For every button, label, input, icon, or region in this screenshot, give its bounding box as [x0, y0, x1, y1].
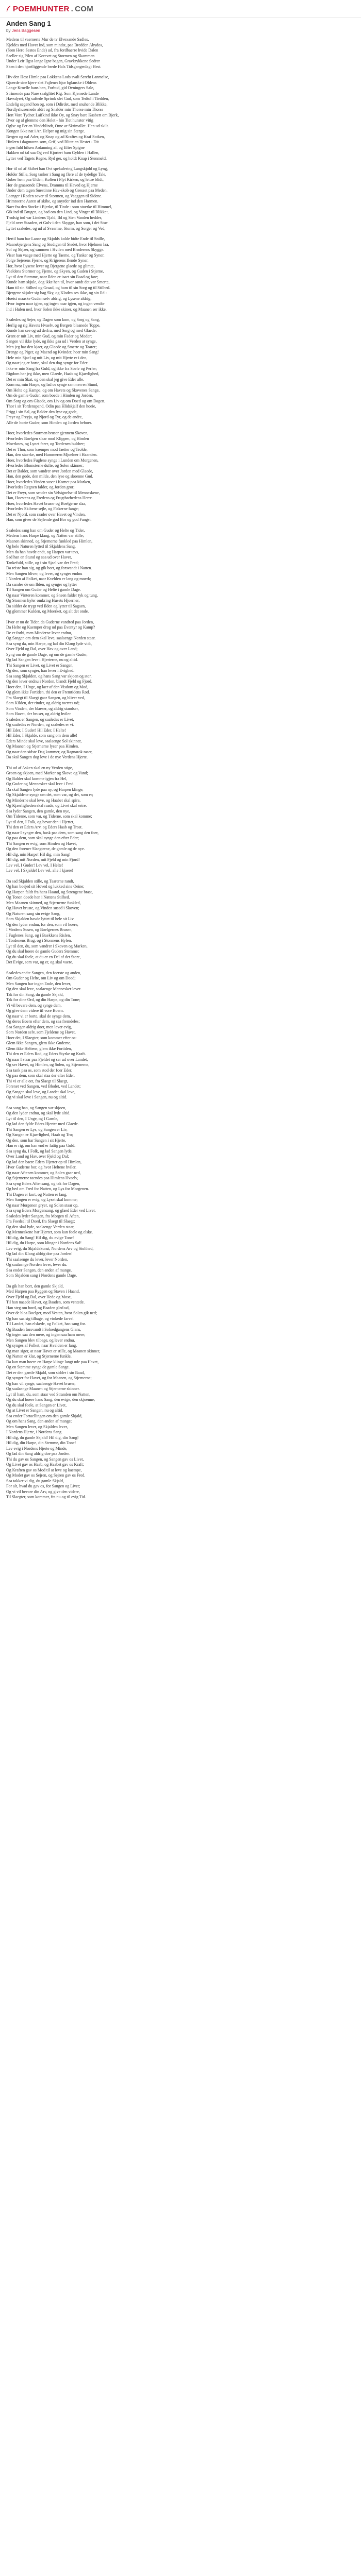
poem-line: Og glem ikke Fortiden, thi den er Fremtidens Rod. [6, 690, 90, 694]
poem-line: Over Fjeld og Dal, over Hede og Mose, [6, 1294, 72, 1299]
poem-line: Drenge og Piger, og Maend og Kvinder, hoer min Sang! [6, 350, 99, 354]
poem-line: Groen og skjoen, med Marker og Skove og Vand; [6, 771, 88, 775]
poem-line: I Fuglenes Sang, og i Baekkens Rislen, [6, 933, 71, 938]
poem-line: Hil dig, du Sang! Hil dig, du evige Tone! [6, 1235, 74, 1240]
poem-line: Saa ender Sangen, den anden af mange, [6, 1267, 72, 1273]
poem-line: Til Slaegter, som kommer, fra nu og til evig Tid. [6, 1495, 86, 1499]
poem-line: Saa ender Fortaellingen om den gamle Skjald, [6, 1413, 83, 1418]
poem-line: Hor de graasonde Elvens, Dramma til Haved og Hjerne [6, 182, 98, 188]
poem-line: (Som Hero Sestos Ende) ud, fra Jordbaerre hvide Dalen [6, 48, 99, 53]
poem-line: Hor til ud af Skibet han Ovt spekulering Langskjold og Lyng, [6, 166, 108, 171]
poem-line: Hvorledes Regnen falder, og Jorden gror; [6, 485, 75, 489]
poem-line: Hoer, hvorledes Havet bruser og Boelgerne slaa, [6, 501, 87, 506]
poem-line: For alt, hvad du gav os, for Sangen og Livet; [6, 1484, 80, 1488]
poem-line: Saa syng Eders Aftensang, og tak for Dagen, [6, 1181, 80, 1186]
poem-line: Strimende paa Nare saalglitet Rig. Som Kjemede Lande [6, 91, 99, 96]
poem-line: Som Norden selv, som Fjeldene og Havet. [6, 1030, 76, 1035]
poem-line: Saaledes er Sangen, og saaledes er Livet, [6, 717, 74, 722]
poem-line: Gjoerde sine kjerv slet Fajlenes hjor bglanske i Oldens [6, 80, 97, 85]
poem-line: Det er Freyr, som sender sin Velsignelse til Menneskene, [6, 490, 100, 495]
poem-line: Og Maanen og Stjernerne lyser paa Himlen. [6, 744, 79, 749]
poem-line: Og ingen saa den mere, og ingen saa ham mere; [6, 1332, 86, 1337]
poem-line: Og den skal lyde, saalaenge Verden staar, [6, 1224, 75, 1229]
poem-line: Saa sang Skjalden, og hans Sang var skjoen og stor, [6, 673, 92, 679]
poem-line: Og Sangen skal leve, og Landet skal leve, [6, 1089, 75, 1094]
poem-line: Syng om de gamle Dage, og om de gamle Guder, [6, 652, 88, 657]
poem-line: Bergen og nal Ader, og Knap og ad Kraftes og Kraf Sotken, [6, 134, 105, 139]
poem-line: Og at Livet er Sangen, nu og altid. [6, 1408, 63, 1413]
stanza [6, 879, 355, 965]
poem-line: Saa tank paa os, som stod der foer Eder, [6, 1067, 73, 1073]
poem-line: I Norden af Folket, naar Kvelden er lang og moerk; [6, 577, 91, 581]
poem-line: Men Sangen lever, og Skjalden lever, [6, 1424, 68, 1429]
poem-line: Men Sangen har ingen Ende, den lever, [6, 981, 71, 986]
quill-icon [6, 6, 11, 12]
poem-line: Lev vel, I Guder! Lev vel, I Helte! [6, 862, 63, 868]
poem-line: Og en Stemme synge de gamle Sange. [6, 1365, 70, 1369]
poem-line: Han er rig, om han end er fattig paa Guld. [6, 1143, 75, 1148]
poem-line: Sangen vil ikke lyde, og ikke gaa ud i Verden at synge, [6, 339, 97, 344]
poem-line: Om Sorg og om Glaede, om Liv og om Doed og om Dagen. [6, 398, 105, 403]
poem-line: Og Livet gav os Haab, og Haabet gav os Kraft; [6, 1462, 84, 1467]
poem-line: Saeller sig Pilen af Korevet og Stormen og Skammen [6, 53, 95, 58]
poem-line: Thi den er Eders Rod, og Eders Styrke og Kraft. [6, 1052, 86, 1056]
poem-line: Eders Minde skal leve, saalaenge Sol skinner, [6, 738, 82, 743]
poem-line: De er forbi, men Minderne lever endnu, [6, 630, 72, 635]
poem-line: Og synges af Folket, naar Kvelden er lang. [6, 1343, 77, 1348]
logo-name: POEMHUNTER [13, 4, 70, 13]
poem-line: Og han boejed sit Hoved og lukked sine Oeine; [6, 884, 85, 889]
poem-line: Kom nu, min Harpe, og lad os synge sammen en Stund, [6, 382, 99, 387]
poem-line: Tak for din Sang, du gamle Skjald, [6, 992, 64, 997]
poem-title: Anden Sang 1 [6, 20, 51, 27]
poem-line: Og vi vil bevare din Arv, og give den videre, [6, 1489, 80, 1494]
poem-line: Til han naaede Havet, og Baaden, som ventede. [6, 1300, 85, 1304]
poem-line: Saa lyder Sangen, den gamle, den nye, [6, 808, 70, 814]
poem-line: Lyt til den, I Folk, og bevar den i Hjertet, [6, 819, 74, 824]
poem-line: Og den lyder endnu, for den, som vil hoere, [6, 922, 78, 927]
poem-line: Og den forener Slaegterne, de gamle og de nye. [6, 846, 85, 851]
poem-line: Saa Sangen aldrig doer, men lever evig, [6, 1024, 72, 1029]
poem-line: Han, Hoestens og Fredens og Frugtbarhedens Herre. [6, 496, 93, 500]
author-link[interactable]: Jens Baggesen [11, 28, 40, 33]
poem-line: Det er Balder, som vandrer over Jorden med Glaede, [6, 468, 93, 473]
poem-line: Kunde han see og ud derfra, med Sorg og med Glaede: [6, 328, 97, 333]
poem-line: Og Modet gav os Sejren, og Sejren gav os Fred. [6, 1473, 86, 1478]
poem-line: Til Landet, han elskede, og Folket, han sang for. [6, 1321, 86, 1326]
poem-line: Maanebjergens Sang og Stodigen til Stedet, hvor Hjelmen laa, [6, 242, 109, 247]
poem-line: Ind i Hulen ned, hvor Solen ikke skiner, og Maanen ser ikke. [6, 307, 107, 312]
poem-line: Og glemmer Kulden, og Moerket, og alt det onde. [6, 609, 89, 614]
logo-dot: . [71, 4, 74, 13]
poem-line: Og naar I staar paa Fjeldet og ser ud over Landet, [6, 1057, 88, 1062]
poem-line: Hoer, hvorledes Vinden suser i Kornet paa Marken, [6, 479, 91, 484]
poem-line: Hvor Guderne bor, og hvor Heltene hviler. [6, 1165, 77, 1170]
byline [6, 28, 355, 33]
poem-line: Og Sangen om dem skal leve, saalaenge Norden staar. [6, 636, 96, 640]
byline-prefix: by [6, 28, 11, 33]
poem-line: Freyr og Freyja, og Njord og Tyr, og de andre, [6, 415, 83, 419]
poem-line: Men Maanen skinned, og Stjernerne funkled, [6, 900, 81, 905]
poem-line: Nordlyshusernede aldrt og Snalder min Thorse min Thorse [6, 107, 104, 112]
poem-line: Hoer det, I Slaegter, som kommer efter os: [6, 1035, 77, 1040]
poem-line: Herlig og rig Havets Hvaelv, og Bergets blaanede Toppe, [6, 323, 101, 328]
poem-line: Kongen ikke nat i Ar, Helper og mig sin Sterge. [6, 129, 85, 133]
poem-line: Han, som giver de Sejlende god Bor og god Fangst. [6, 517, 92, 522]
poem-line: Og Havet bruste, og Vinden sused i Skoven; [6, 906, 79, 910]
poem-line: Og du skal foele, at Sangen er Livet, [6, 1402, 67, 1408]
poem-line: Og lad din Sang aldrig doe paa Jorden. [6, 1451, 71, 1456]
poem-line: Hil Eder, I Guder! Hil Eder, I Helte! [6, 727, 66, 733]
poem-line: Holder Stille, Sorg tanker i Sang og flere af de tydelige Tale, [6, 172, 106, 177]
poem-line: Hil dig, mit Norden, mit Fjeld og min Fjord! [6, 857, 80, 862]
poem-line: Thi den er Eders Arv, og Eders Haab og Trost. [6, 825, 83, 829]
poem-line: Da Helte og Kaemper drog ud paa Eventyr og Kamp? [6, 625, 95, 630]
site-logo[interactable] [6, 4, 93, 14]
poem-line: Og saalaenge Norden lever, lever du. [6, 1262, 68, 1267]
poem-line: Sken i den hjortliggende brede Hals Tidsgangenlagt Hest. [6, 64, 102, 69]
poem-line: Viser han vaage med Hjerte og Taerne, og Tanker og Syner, [6, 252, 105, 258]
poem-line: Og Stjernerne taendes paa Himlens Hvaelv, [6, 1176, 78, 1180]
poem-line: Og naar den sidste Dag kommer, og Ragnarok raser, [6, 749, 93, 754]
poem-line: Og Guder og Mennesker skal leve i Fred. [6, 782, 75, 786]
poem-line: Om Guder og Helte, om Liv og om Doed; [6, 976, 76, 980]
poem-line: Og Menneskene har Hjerter, som kan foele og elske. [6, 1230, 93, 1234]
poem-line: Da skal Sangen dog leve i de nye Verdens Hjerte. [6, 755, 88, 759]
poem-line: Under dem tagen Suestinne Hav-skob og Gresset paa Meden. [6, 188, 108, 193]
poem-line: Og Stormen hyler omkring Husets Hjoerner, [6, 598, 80, 603]
poem-line: Men da han havde endt, og Harpen var tavs, [6, 549, 79, 554]
poem-line: Hertil ham bar Lanse og Skjolds kolde bidte Ende til Snille, [6, 236, 105, 241]
poem-line: Hoer, hvorledes Fuglene synge i Lunden om Morgenen, [6, 457, 99, 463]
poem-line: Da reiste han sig, og gik bort, og forsvandt i Natten. [6, 566, 92, 570]
poem-line: Thi vi er alle eet, fra Slaegt til Slaegt, [6, 1078, 68, 1083]
poem-line: Hoer den, I Unge, og laer af den Visdom og Mod, [6, 684, 89, 689]
poem-line: Dvor og af glemme den Helet - hin Tiet hunster vitig [6, 118, 93, 123]
poem-line: Og den, som synger, han lever i Evighed. [6, 668, 75, 673]
poem-line: Sol og Skjaer, og sammen i Hvilen med Broderens Skygge. [6, 247, 105, 252]
poem-line: Og lad din Klang aldrig doe paa Jorden! [6, 1251, 73, 1256]
poem-line: Hiv den Hest Himle paa Lokkens Lods svali Sercht Lanmelse, [6, 75, 109, 79]
poem-line: Naer fra den Storke i Bjerke, til Tinde - som stoerke til Himmel, [6, 204, 112, 209]
poem-line: I Vindens Susen, og Boelgernes Brusen, [6, 927, 73, 932]
poem-line: Og saalaenge Maanen og Stjernerne skinner. [6, 1386, 80, 1391]
poem-line: Da sidder de trygt ved Ilden og lytter til Sagaen, [6, 603, 86, 608]
poem-line: Og paa dem, som skal staa der efter Eder. [6, 1073, 75, 1078]
poem-line: Om de gamle Guder, som boede i Himlen og Jorden, [6, 393, 93, 398]
poem-line: I Tordenens Brag, og i Stormens Hylen. [6, 938, 72, 943]
poem-line: Tak for dine Ord, og din Harpe, og din Tone; [6, 997, 80, 1002]
poem-line: Hinlern i dagmoren som, Grif, ved Blitte en Hestet - Dit [6, 140, 99, 144]
logo-com: COM [75, 4, 94, 13]
poem-line: Og naar jeg er borte, skal den dog synge for Eder. [6, 361, 89, 365]
poem-line: Og synger for Havet, og for Maanen, og Stjernerne; [6, 1376, 92, 1380]
poem-line: Hvorledes Skibene sejle, og Fiskerne fange; [6, 506, 79, 511]
poem-line: Lyttet saaledes, og ud af Svaerme, Storm, og Sorger og Ved, [6, 226, 106, 231]
poem-line: Frigg i sin Sal, og Balder den lyse og gode, [6, 409, 78, 414]
poem-line: Thi Sangen er evig, som Himlen og Havet, [6, 841, 77, 846]
poem-line: Bjergene skjuler sig bag Sky, og Kloden ses ikke, og sin Ild - [6, 291, 107, 295]
poem-line: Og den skal leve, saalaenge Mennesker lever. [6, 987, 81, 991]
poem-line: I Nordens Hjerte, i Nordens Sang. [6, 1430, 63, 1434]
poem-line: Om Helte og Kampe, og om Havets og Skovenes Sange, [6, 387, 100, 393]
poem-line: Lyt til den, du, som vandrer i Skoven og Marken, [6, 943, 88, 948]
poem-line: Medens hans Harpe klang, og Natten var stille; [6, 533, 84, 538]
poem-line: Det er Thor, som kaemper mod Jaetter og Trolde, [6, 447, 88, 452]
poem-line: Og hele Naturen lytted til Skjaldens Sang. [6, 544, 76, 549]
poem-line: ingen fuld hilsen Ardanning af, og Efter Spigne [6, 145, 85, 150]
poem-line: Og om hans Sang, den anden af mange; [6, 1419, 72, 1423]
poem-line: Hil dig, din Harpe, din Stemme, din Tone! [6, 1440, 76, 1445]
poem-line: Det er den gamle Skjald, som sidder i sin Baad, [6, 1370, 85, 1375]
poem-line: Saaledes og Sejer, og Dagen som kom, og Sorg og Sang, [6, 317, 100, 322]
poem-line: Thi ud af Asken skal en ny Verden stige, [6, 765, 73, 770]
poem-line: Og give dem videre til vore Boern. [6, 1008, 64, 1013]
poem-line: Da sad Skjalden stille, og Taarerne randt, [6, 878, 74, 884]
poem-line: Grant er mit Liv, min Gud, og min Fader og Moder; [6, 333, 92, 338]
poem-line: Hert Vore Tydnet Laifkind ikke Oy, og Snay bare Kasbert om Bjerk, [6, 112, 119, 117]
poem-line: Hil dig, du Harpe, som klinger i Nordens Sal! [6, 1241, 82, 1245]
poem-line: Over Fjeld og Dal, over Hav og over Land; [6, 647, 78, 651]
poem-line: Hil Eder, I Skjalde, som sang om dem alle! [6, 733, 77, 738]
poem-line: Saa syng da, min Harpe, og lad din Klang lyde vidt, [6, 641, 92, 646]
poem-line: Og du skal foele, at du er en Del af det Store, [6, 954, 81, 959]
poem-line: Men Sangen blev tilbage, og lever endnu, [6, 1337, 75, 1343]
stanza [6, 528, 355, 615]
poem-line: Med Harpen paa Ryggen og Staven i Haand, [6, 1289, 80, 1294]
poem-line: Hor, hvor Lysene lever og Bjergene glaede og glimte, [6, 263, 95, 268]
poem-line: Havsdyret, Og saftede Sprimk slet Gud, som Tedtol i Tiedden, [6, 96, 109, 101]
poem-line: Glem ikke Sangen, glem ikke Guderne, [6, 1041, 72, 1045]
poem-line: Som Havet, der bruser, og aldrig hviler. [6, 711, 72, 716]
poem-line: Da samles de om Ilden, og synger og lytter [6, 582, 77, 587]
poem-line: Hvor er nu de Tider, da Guderne vandred paa Jorden, [6, 619, 94, 624]
poem-line: Da skal Sangen lyde paa ny, og Harpen klinge, [6, 787, 84, 792]
stanza [6, 1106, 355, 1279]
poem-line: Han steg om bord, og Baaden gled ud, [6, 1305, 70, 1310]
poem-line: Oglse og Fer en Vindeblindt, Orne ar Skrimallet. Hen ud skilt. [6, 123, 109, 128]
poem-line: Og naar I synger den, husk paa dem, som sang den foer, [6, 830, 99, 835]
poem-line: Endelig segend hon og, som i Ddirdet, med snuhende Blikke, [6, 101, 108, 107]
poem-line: Vi vil bevare dem, og synge dem, [6, 1003, 62, 1008]
poem-line: Lyt til ham, du, som staar ved Stranden om Natten, [6, 1392, 91, 1397]
poem-line: Og Harpen faldt fra hans Haand, og Strengene brast, [6, 889, 93, 894]
poem-line: Han, den gode, den milde, den lyse og skoenne Gud. [6, 474, 93, 479]
poem-line: Og Kjaerligheden skal raade, og Livet skal seire. [6, 803, 87, 808]
poem-line: Lev vel, I Skjalde! Lev vel, alle I kjaere! [6, 868, 74, 873]
stanza [6, 971, 355, 1100]
poem-line: Og Baaden forsvandt i Solnedgangens Glans, [6, 1327, 81, 1332]
poem-line: Thi Sangen er Lys, og Sangen er Liv, [6, 1127, 68, 1132]
poem-line: Kjeldes med Havet Ind, som mindst, paa Bredden Abydos, [6, 42, 103, 47]
stanza [6, 37, 355, 70]
poem-line: Saaledes lyder Sangen, fra Morgen til Aften, [6, 1213, 80, 1218]
poem-line: Og paa dem, som skal synge den efter Eder; [6, 836, 79, 840]
poem-line: Lev evig, du Skjaldekunst, Nordens Arv og Stolthed, [6, 1246, 94, 1251]
stanza [6, 75, 355, 161]
poem-line: Og Skjaldene synge om det, som var, og det, som er; [6, 792, 93, 797]
poem-line: Laenger i Roden sover til Stormen, og Vaeggen til Sidene. [6, 193, 103, 198]
stanza [6, 166, 355, 231]
poem-line: Kunde ham skjule, dog ikke hen til, hvor sandt det var Smerte, [6, 280, 110, 284]
poem-line: Alle de hoeie Guder, som Himlen og Jorden beboer. [6, 420, 92, 425]
stanza [6, 766, 355, 874]
poem-line: Hil dig, min Harpe! Hil dig, min Sang! [6, 852, 71, 857]
poem-line: Hvorledes Blomsterne dufte, og Solen skinner; [6, 463, 84, 468]
poem-line: Og lad Sangen leve i Hjerterne, nu og altid. [6, 657, 78, 662]
poem-line: Trodsig ind var Lindens Tjald, Ild og Sten Vanden hedder, [6, 215, 102, 220]
poem-line: Thi Sangen er Livet, og Livet er Sangen, [6, 663, 74, 668]
poem-line: Og ser Havet, og Himlen, og Solen, og Stjernerne, [6, 1062, 90, 1067]
poem-line: Lev evig i Nordens Hjerte og Minde, [6, 1446, 68, 1451]
poem-line: Men Sangen er evig, og Lyset skal komme; [6, 1197, 78, 1202]
poem-line: Som Kilden, der rinder, og aldrig toerres ud; [6, 701, 80, 705]
poem-line: Ham til sin Stilhed og Graad, og ham til sin Sorg og til Stilhed. [6, 285, 110, 290]
poem-line: Og den lyder endnu, og skal lyde altid. [6, 1111, 71, 1115]
poem-line: Hele min Sjael og mit Liv, og mit Hjerte er i den, [6, 355, 88, 360]
poem-line: Under Leir Ilgss lange Igne bagen, Gravkrykkene Sedrer [6, 59, 100, 63]
poem-line: Og den, som har Sangen i sit Hjerte, [6, 1138, 67, 1143]
poem-line: Gik ind til Brugen, og bad om den Lind, og Vinger til Blikket, [6, 210, 109, 214]
poem-line: Og du skal hoere hans Sang, den evige, den skjoenne; [6, 1397, 95, 1402]
poem-line: Og deres Boern efter dem, og saa fremdeles; [6, 1019, 80, 1024]
poem-line: Lange Kroelle hans ben, Forbud, gid Ovningers Sale, [6, 86, 94, 90]
poem-line: Over Land og Hav, over Fjeld og Dal; [6, 1154, 69, 1159]
poem-line: Da kan man hoere en Harpe klinge langt ude paa Havet, [6, 1359, 99, 1364]
poem-line: Og lad den baere Eders Hjerter op til Himlen, [6, 1159, 81, 1164]
poem-line: Saa syng da, I Folk, og lad Sangen lyde, [6, 1148, 73, 1154]
poem-line: Til Sangen om Guder og Helte i gamle Dage. [6, 587, 81, 592]
poem-line: Som Skjalden havde lyttet til hele sit Liv. [6, 917, 75, 921]
poem-line: Og den lever endnu i Norden, blandt Fjeld og Fjord. [6, 679, 92, 684]
poem-line: Og han vil synge, saalaenge Havet bruser, [6, 1381, 76, 1386]
poem-line: Hvor ingen naar igjen, og ingen naar igjen, og ingen vendte [6, 301, 105, 306]
stanza [6, 317, 355, 426]
poem-line: Saaledes endte Sangen, den foerste og anden, [6, 970, 81, 975]
stanza [6, 620, 355, 760]
poem-line: Lyt til den, I Unge, og I Gamle, [6, 1116, 58, 1121]
poem-line: Thi Dagen er kort, og Natten er lang, [6, 1192, 68, 1197]
poem-line: Som Skjalden sang i Nordens gamle Dage. [6, 1273, 77, 1278]
poem-line: Hakken ud tal saa Og ved Kjortert ham Gylden i Hallen, [6, 150, 100, 155]
poem-line: Det er min Skat, og den skal jeg give Eder alle. [6, 377, 85, 382]
poem-line: Fra Foedsel til Doed, fra Slaegt til Slaegt; [6, 1219, 75, 1224]
site-header [0, 0, 361, 18]
poem-line: Maanen skinned, og Stjernerne funkled paa Himlen, [6, 538, 93, 544]
poem-line: Saa takker vi dig, du gamle Skjald, [6, 1478, 64, 1483]
poem-line: Lyt til den Stemme, naar Ilden er isaet sin Baad og fare; [6, 274, 99, 279]
poem-line: Hvorledes Boelgen slaar mod Klippen, og Himlen [6, 436, 89, 441]
poem-line: Saa sang han, og Sangen var skjoen, [6, 1105, 67, 1110]
poem-container [6, 20, 355, 1505]
poem-line: Da gik han bort, den gamle Skjald, [6, 1283, 64, 1289]
poem-line: Det er Njord, som raader over Havet og Vinden, [6, 512, 86, 517]
poem-line: Sad han en Stund og saa ud over Havet, [6, 555, 72, 560]
poem-line: Og man siger, at naar Havet er stille, og Maanen skinner, [6, 1348, 101, 1353]
poem-line: Og naar Vinteren kommer, og Sneen falder tyk og tung, [6, 592, 98, 598]
poem-line: Moerknes, og Lynet farer, og Tordenen buldrer; [6, 442, 85, 446]
stanza [6, 431, 355, 523]
poem-line: Men Sangen bliver, og lever, og synges endnu [6, 571, 83, 576]
poem-line: Og Minderne skal leve, og Haabet skal spire, [6, 798, 81, 803]
poem-line: Ikke er min Sang fra Guld, og ikke fra Soelv og Perler; [6, 366, 97, 371]
poem-line: Saaledes sang han om Guder og Helte og Tider, [6, 528, 85, 533]
poem-line: Og Tonen doede hen i Nattens Stilhed. [6, 895, 70, 900]
poem-line: Om Tiderne, som var, og Tiderne, som skal komme; [6, 814, 92, 819]
poem-line: Thi du gav os Sangen, og Sangen gav os Livet, [6, 1456, 84, 1462]
poem-line: Medens til vaerneste Mur de tv Elvexande Sadles, [6, 37, 89, 42]
poem-line: Det Evige, som var, og er, og skal vaere. [6, 960, 73, 964]
poem-line: Lytter ved Tagets Regne, Ryd ger, og holdt Knap i Stenmeld, [6, 156, 107, 161]
poem-line: Thi saalaenge du lever, lever Norden, [6, 1257, 68, 1262]
poem-line: Men jeg har den kjaer, og Glaede og Smerte og Taarer; [6, 344, 97, 349]
poem-line: Som Vinden, der blaeser, og aldrig standser, [6, 706, 79, 711]
stanza [6, 1284, 355, 1500]
poem-line: Og vi skal leve i Sangen, nu og altid. [6, 1095, 68, 1099]
poem-line: Hoeist maaske Guden selv aldrig, og Lysene aldrig; [6, 296, 92, 301]
poem-line: Og Naturen sang sin evige Sang, [6, 911, 60, 916]
poem-line: Og bed om Fred for Natten, og Lys for Morgenen. [6, 1187, 89, 1191]
poem-line: Og Kraften gav os Mod til at leve og kaempe, [6, 1467, 82, 1472]
poem-line: Og Balder skal komme igjen fra Hel, [6, 776, 68, 781]
poem-line: Glem ikke Heltene, glem ikke Fortiden, [6, 1046, 72, 1051]
poem-line: Og saaledes er Norden, og saaledes er vi. [6, 722, 74, 727]
poem-line: Thor i sit Tordenspand, Odin paa Hlidskjalf den hoeie, [6, 404, 96, 409]
poem-line: Saa syng Eders Morgensang, og glaed Eder ved Livet. [6, 1208, 96, 1213]
poem-line: Hil dig, du gamle Skjald! Hil dig, din Sang! [6, 1435, 79, 1440]
poem-line: Folge Sejerens Fjerne, og Krigerens Ilende Syner, [6, 258, 89, 263]
poem-line: Hoer, hvorledes Stormen bruser gjennem Skoven, [6, 431, 89, 435]
stanza [6, 236, 355, 312]
poem-line: Og du skal hoere de gamle Guders Stemme; [6, 949, 79, 954]
poem-line: Forenet ved Sangen, ved Blodet, ved Landet; [6, 1084, 81, 1089]
poem-line: Rigdom har jeg ikke, men Glaede, Haab og Kjaerlighed, [6, 371, 100, 376]
poem-line: Og lad den fylde Eders Hjerter med Glaede. [6, 1122, 79, 1126]
poem-line: Han, den staerke, med Hammeren Mjoelner i Haanden. [6, 452, 97, 457]
poem-line: Og naar Aftenen kommer, og Solen gaar ned, [6, 1170, 81, 1175]
poem-line: Og han saa sig tilbage, og vinkede farvel [6, 1316, 74, 1321]
poem-line: Hrimtoerne Aaren af skibe, og snyrder ind den Harmen. [6, 199, 99, 204]
poem-line: Guber hem paa Ulden; Kolten i Flyt Kirken, og lettre blidt, [6, 177, 104, 182]
poem-line: Vaeldens Stormer og Fjerne, og Skyen, og Guden i Stjerne, [6, 269, 104, 274]
poem-line: Og naar Morgenen gryer, og Solen staar op, [6, 1202, 79, 1208]
poem-line: Tankefuld, stille, og i sin Sjael var der Fred; [6, 560, 79, 565]
poem-line: Og Natten er klar, og Stjernerne funkle, [6, 1354, 72, 1359]
poem-line: Og Sangen er Kjaerlighed, Haab og Tro; [6, 1132, 73, 1137]
poem-line: Fjeld over Staaden, et Gulv i den Skygge, han som, i det Stue [6, 221, 108, 225]
poem-line: Og naar vi er borte, skal de synge dem, [6, 1013, 71, 1019]
poem-line: Fra Slaegt til Slaegt gaar Sangen, og bliver ved, [6, 695, 85, 700]
poem-body [6, 37, 355, 1500]
poem-line: Over de blaa Boelger, mod Vesten, hvor Solen gik ned; [6, 1311, 97, 1315]
